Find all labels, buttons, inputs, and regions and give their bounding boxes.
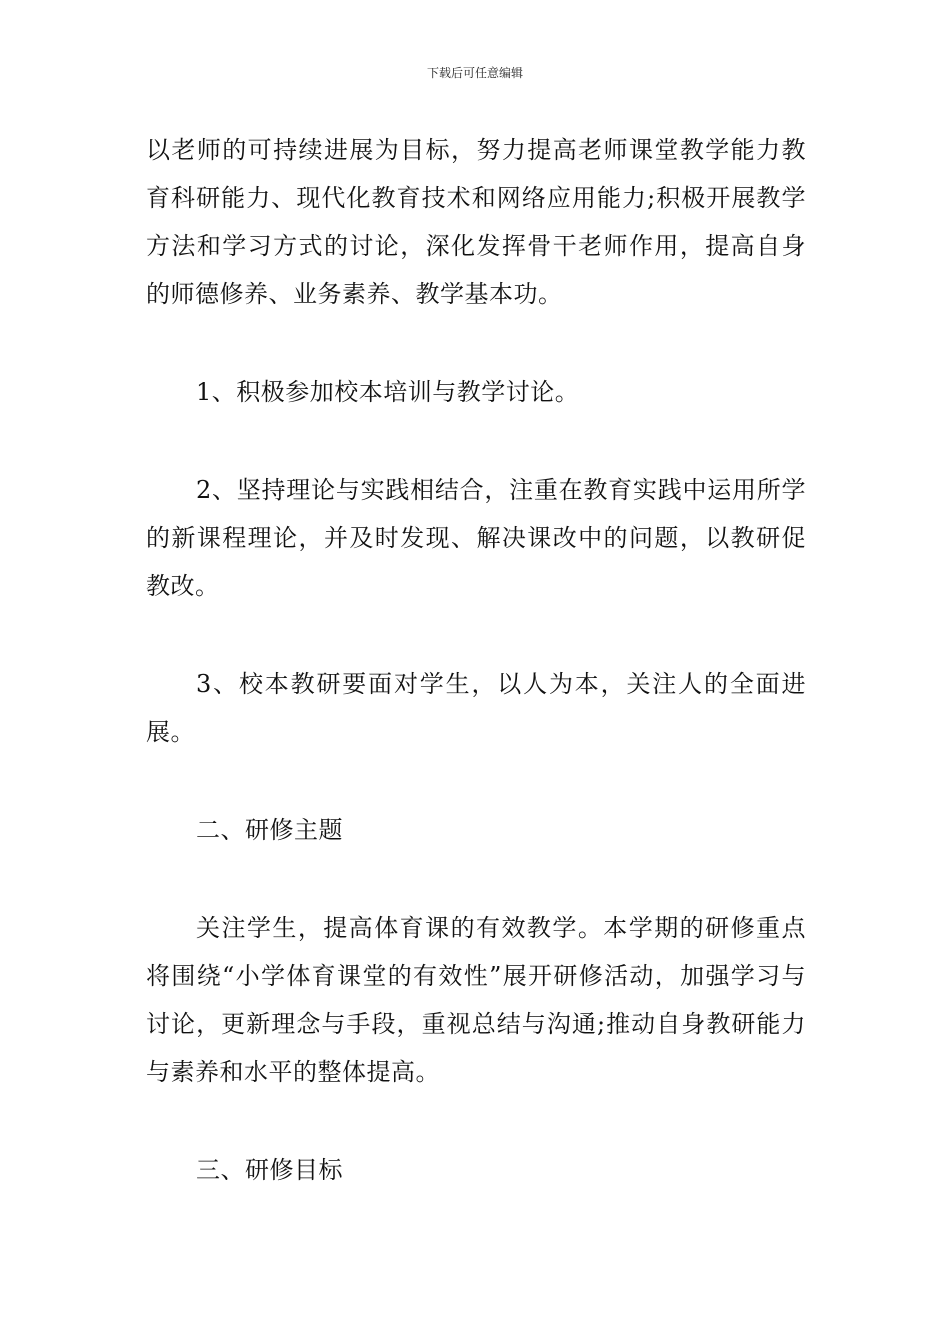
paragraph-spacer bbox=[146, 416, 806, 466]
paragraph-spacer bbox=[146, 756, 806, 806]
list-item-1: 1、积极参加校本培训与教学讨论。 bbox=[196, 378, 580, 406]
list-item-3: 3、校本教研要面对学生，以人为本，关注人的全面进展。 bbox=[146, 670, 806, 746]
paragraph-research-theme: 关注学生，提高体育课的有效教学。本学期的研修重点将围绕“小学体育课堂的有效性”展开研修活动，加强学习与讨论，更新理念与手段，重视总结与沟通;推动自身教研能力与素养和水平的整体提高。 bbox=[146, 914, 806, 1086]
paragraph-spacer bbox=[146, 610, 806, 660]
paragraph-goal: 以老师的可持续进展为目标，努力提高老师课堂教学能力教育科研能力、现代化教育技术和网络应用能力;积极开展教学方法和学习方式的讨论，深化发挥骨干老师作用，提高自身的师德修养、业务素养、教学基本功。 bbox=[146, 136, 806, 308]
section-heading-research-goals: 三、研修目标 bbox=[196, 1156, 343, 1184]
section-heading-research-theme: 二、研修主题 bbox=[196, 816, 343, 844]
paragraph-spacer bbox=[146, 854, 806, 904]
page-header-note: 下载后可任意编辑 bbox=[426, 66, 523, 80]
paragraph-spacer bbox=[146, 318, 806, 368]
paragraph-spacer bbox=[146, 1096, 806, 1146]
document-body bbox=[146, 126, 806, 1194]
list-item-2: 2、坚持理论与实践相结合，注重在教育实践中运用所学的新课程理论，并及时发现、解决课改中的问题，以教研促教改。 bbox=[146, 476, 806, 600]
